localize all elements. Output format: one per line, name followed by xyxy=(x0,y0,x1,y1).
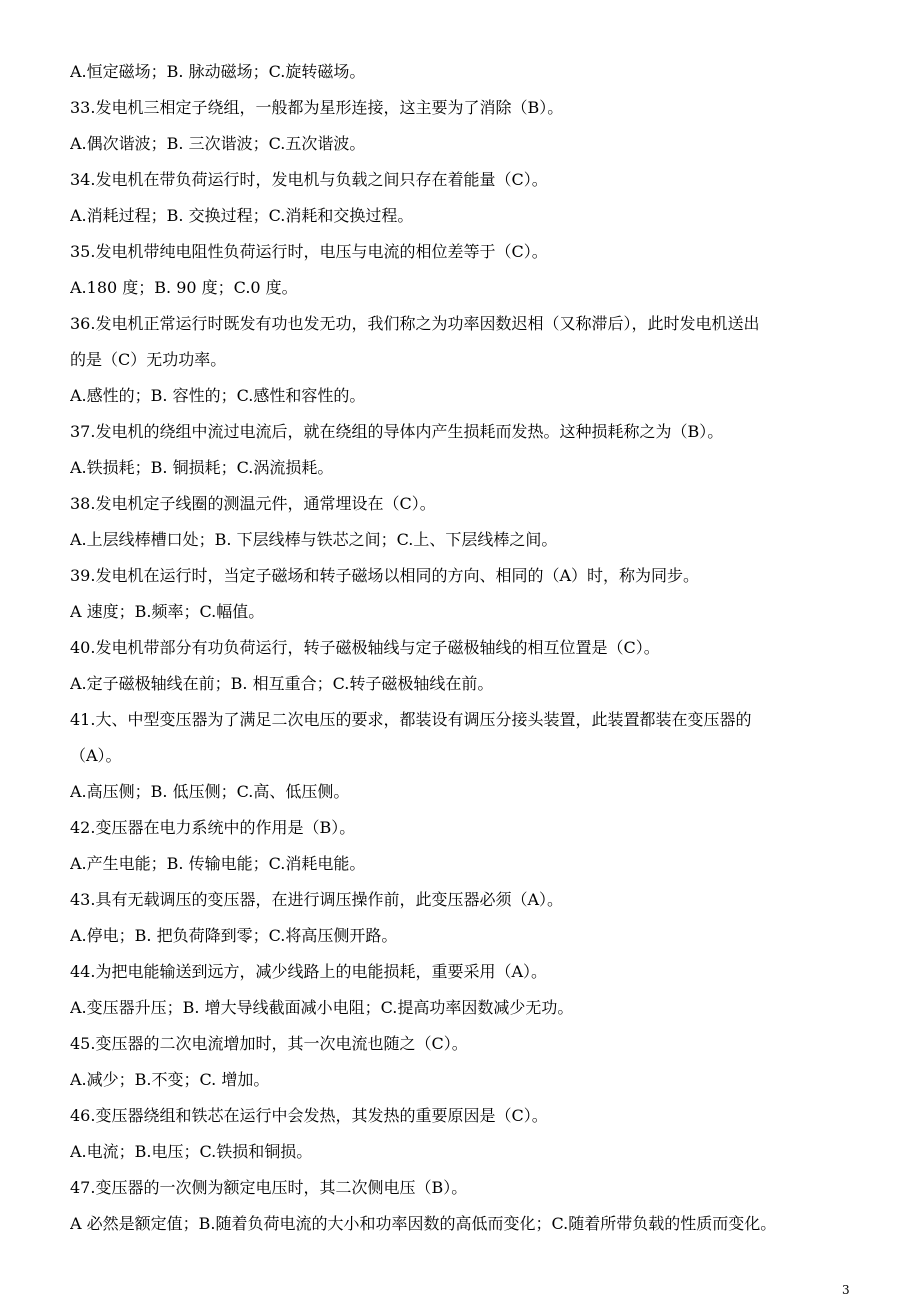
text-line: A.减少；B.不变；C. 增加。 xyxy=(70,1070,270,1089)
text-line: A.定子磁极轴线在前；B. 相互重合；C.转子磁极轴线在前。 xyxy=(70,674,494,693)
text-line: 33.发电机三相定子绕组，一般都为星形连接，这主要为了消除（B）。 xyxy=(70,98,564,117)
text-line: （A）。 xyxy=(70,746,122,765)
text-line: A.180 度；B. 90 度；C.0 度。 xyxy=(70,278,298,297)
text-line: 45.变压器的二次电流增加时，其一次电流也随之（C）。 xyxy=(70,1034,468,1053)
text-line: A.产生电能；B. 传输电能；C.消耗电能。 xyxy=(70,854,366,873)
text-line: 44.为把电能输送到远方，减少线路上的电能损耗，重要采用（A）。 xyxy=(70,962,548,981)
question-list xyxy=(70,54,870,1242)
text-line: 41.大、中型变压器为了满足二次电压的要求，都装设有调压分接头装置，此装置都装在变压器的 xyxy=(70,710,752,729)
text-line: A.消耗过程；B. 交换过程；C.消耗和交换过程。 xyxy=(70,206,414,225)
text-line: A.电流；B.电压；C.铁损和铜损。 xyxy=(70,1142,313,1161)
text-line: 39.发电机在运行时，当定子磁场和转子磁场以相同的方向、相同的（A）时，称为同步。 xyxy=(70,566,700,585)
text-line: 的是（C）无功功率。 xyxy=(70,350,227,369)
text-line: 38.发电机定子线圈的测温元件，通常埋设在（C）。 xyxy=(70,494,436,513)
text-line: 40.发电机带部分有功负荷运行，转子磁极轴线与定子磁极轴线的相互位置是（C）。 xyxy=(70,638,660,657)
text-line: 37.发电机的绕组中流过电流后，就在绕组的导体内产生损耗而发热。这种损耗称之为（B）。 xyxy=(70,422,724,441)
text-line: 35.发电机带纯电阻性负荷运行时，电压与电流的相位差等于（C）。 xyxy=(70,242,548,261)
text-line: 42.变压器在电力系统中的作用是（B）。 xyxy=(70,818,356,837)
text-line: A.上层线棒槽口处；B. 下层线棒与铁芯之间；C.上、下层线棒之间。 xyxy=(70,530,558,549)
text-line: A.铁损耗；B. 铜损耗；C.涡流损耗。 xyxy=(70,458,334,477)
text-line: A.感性的；B. 容性的；C.感性和容性的。 xyxy=(70,386,366,405)
text-line: 43.具有无载调压的变压器，在进行调压操作前，此变压器必须（A）。 xyxy=(70,890,564,909)
text-line: 36.发电机正常运行时既发有功也发无功，我们称之为功率因数迟相（又称滞后），此时发电机送出 xyxy=(70,314,760,333)
text-line: A.变压器升压；B. 增大导线截面减小电阻；C.提高功率因数减少无功。 xyxy=(70,998,574,1017)
text-line: A.恒定磁场；B. 脉动磁场；C.旋转磁场。 xyxy=(70,62,366,81)
text-line: A.偶次谐波；B. 三次谐波；C.五次谐波。 xyxy=(70,134,366,153)
text-line: 34.发电机在带负荷运行时，发电机与负载之间只存在着能量（C）。 xyxy=(70,170,548,189)
page-number: 3 xyxy=(842,1283,850,1297)
text-line: 46.变压器绕组和铁芯在运行中会发热，其发热的重要原因是（C）。 xyxy=(70,1106,548,1125)
text-line: A.停电；B. 把负荷降到零；C.将高压侧开路。 xyxy=(70,926,398,945)
text-line: A 必然是额定值；B.随着负荷电流的大小和功率因数的高低而变化；C.随着所带负载的性质而变化。 xyxy=(70,1214,777,1233)
text-line: A.高压侧；B. 低压侧；C.高、低压侧。 xyxy=(70,782,350,801)
text-line: A 速度；B.频率；C.幅值。 xyxy=(70,602,265,621)
text-line: 47.变压器的一次侧为额定电压时，其二次侧电压（B）。 xyxy=(70,1178,468,1197)
